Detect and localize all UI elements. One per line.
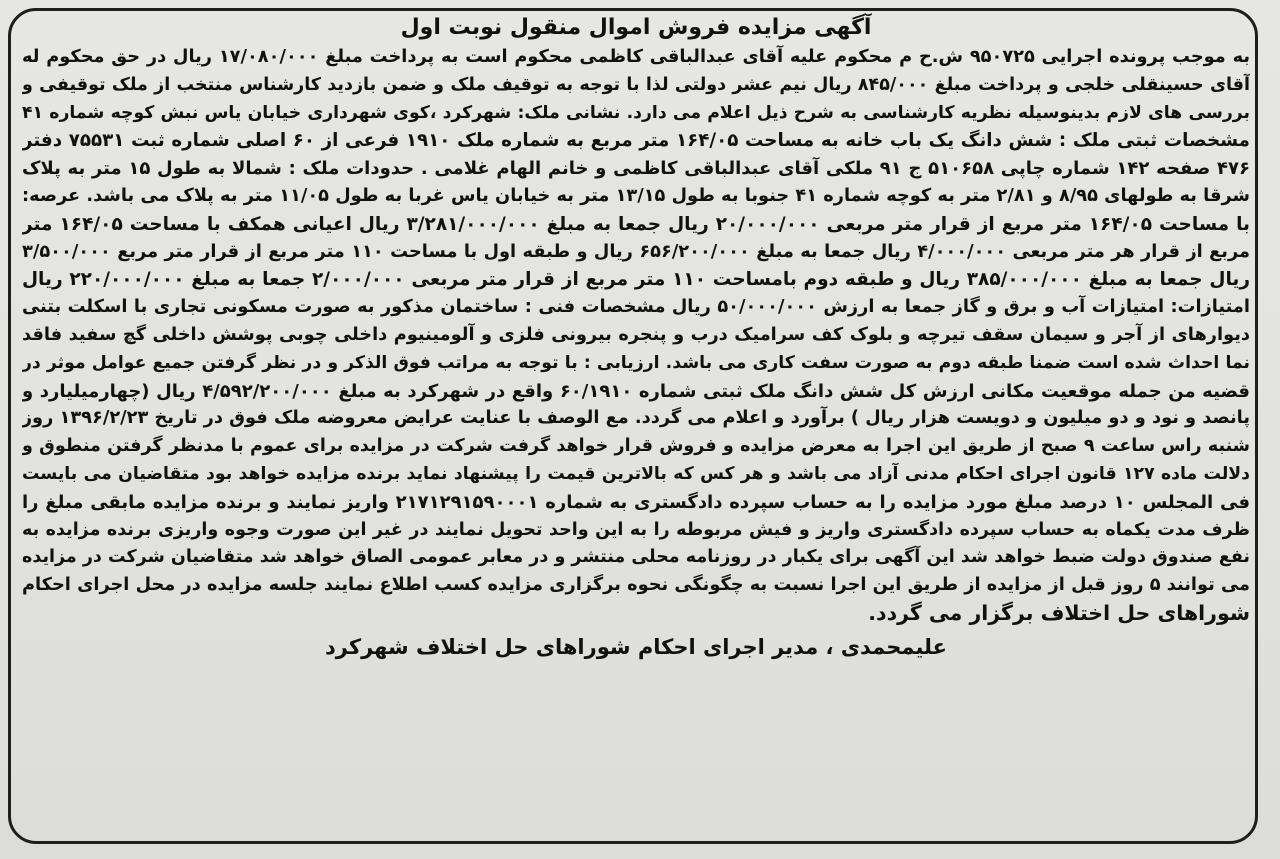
notice-line: امتیازات: امتیازات آب و برق و گاز جمعا به ارزش ۵۰/۰۰۰/۰۰۰ ریال مشخصات فنی : ساختمان مذکور به صورت مسکونی تجاری با اسکلت بتنی [22,297,1250,318]
notice-line: قضیه من جمله موقعیت مکانی ارزش کل شش دانگ ملک ثبتی شماره ۶۰/۱۹۱۰ واقع در شهرکرد به مبلغ ۴/۵۹۲/۲۰۰/۰۰۰ ریال (چهارمیلیارد و [22,380,1250,402]
notice-line: بررسی های لازم بدینوسیله نظریه کارشناسی به شرح ذیل اعلام می دارد. نشانی ملک: شهرکرد ،کوی شهرداری خیابان یاس نبش کوچه شماره ۴۱ [22,102,1250,123]
notice-line: مشخصات ثبتی ملک : شش دانگ یک باب خانه به مساحت ۱۶۴/۰۵ متر مربع به شماره ملک ۱۹۱۰ فرعی از ۶۰ اصلی شماره ثبت ۷۵۵۳۱ دفتر [22,130,1250,152]
auction-notice [22,12,1250,666]
notice-line: نما احداث شده است ضمنا طبقه دوم به صورت سفت کاری می باشد. ارزیابی : با توجه به مراتب فوق الذکر و در نظر گرفتن جمیع عوامل موثر در [22,352,1250,373]
notice-line: می توانند ۵ روز قبل از مزایده از طریق این اجرا نسبت به چگونگی نحوه برگزاری مزایده کسب اطلاع نمایند جلسه مزایده در محل اجرای احکام [22,575,1250,596]
notice-line: نفع صندوق دولت ضبط خواهد شد این آگهی برای یکبار در روزنامه محلی منتشر و در معابر عمومی الصاق خواهد شد متقاضیان شرکت در مزایده [22,547,1250,568]
notice-line: آقای حسینقلی خلجی و پرداخت مبلغ ۸۴۵/۰۰۰ ریال نیم عشر دولتی لذا با توجه به توقیف ملک و ضمن بازدید کارشناس منتخب از ملک توقیفی و [22,74,1250,95]
notice-line: ظرف مدت یکماه به حساب سپرده دادگستری واریز و فیش مربوطه را به این واحد تحویل نمایند در غیر این صورت وجوه واریزی برنده مزایده به [22,519,1250,540]
notice-line: شنبه راس ساعت ۹ صبح از طریق این اجرا به معرض مزایده و فروش قرار خواهد گرفت شرکت در مزایده برای عموم با مدنظر گرفتن منطوق و [22,436,1250,457]
notice-line: با مساحت ۱۶۴/۰۵ متر مربع از قرار متر مربعی ۲۰/۰۰۰/۰۰۰ ریال جمعا به مبلغ ۳/۲۸۱/۰۰۰/۰۰۰ ریال اعیانی همکف با مساحت ۱۶۴/۰۵ متر [22,213,1250,235]
notice-line: پانصد و نود و دو میلیون و دویست هزار ریال ) برآورد و اعلام می گردد. مع الوصف با عنایت عرایض معروضه ملک فوق در تاریخ ۱۳۹۶/۲/۲۳ روز [22,408,1250,429]
notice-line: ۴۷۶ صفحه ۱۴۲ شماره چاپی ۵۱۰۶۵۸ ج ۹۱ ملکی آقای عبدالباقی کاظمی و خانم الهام غلامی . حدودات ملک : شمالا به طول ۱۵ متر به پلاک [22,158,1250,180]
notice-line: شرقا به طولهای ۸/۹۵ و ۲/۸۱ متر به کوچه شماره ۴۱ جنوبا به طول ۱۳/۱۵ متر به خیابان یاس غربا به طول ۱۱/۰۵ متر به پلاک می باشد. عرصه: [22,185,1250,206]
notice-line: ریال جمعا به مبلغ ۳۸۵/۰۰۰/۰۰۰ ریال و طبقه دوم بامساحت ۱۱۰ متر مربع از قرار متر مربعی ۲/۰۰۰/۰۰۰ جمعا به مبلغ ۲۲۰/۰۰۰/۰۰۰ ریال [22,269,1250,291]
notice-line: به موجب پرونده اجرایی ۹۵۰۷۲۵ ش.ح م محکوم علیه آقای عبدالباقی کاظمی محکوم است به پرداخت مبلغ ۱۷/۰۸۰/۰۰۰ ریال در حق محکوم له [22,47,1250,67]
notice-signature: علیمحمدی ، مدیر اجرای احکام شوراهای حل اختلاف شهرکرد [325,634,947,659]
notice-line: دیوارهای از آجر و سیمان سقف تیرچه و بلوک کف سرامیک درب و پنجره بیرونی فلزی و آلومینیوم داخلی چوبی پوشش داخلی گچ سفید فاقد [22,324,1250,345]
notice-title: آگهی مزایده فروش اموال منقول نوبت اول [400,15,872,40]
notice-line: دلالت ماده ۱۲۷ قانون اجرای احکام مدنی آزاد می باشد و هر کس که بالاترین قیمت را پیشنهاد نماید برنده مزایده خواهد بود متقاضیان می بایست [22,463,1250,484]
notice-line: مربع از قرار هر متر مربعی ۴/۰۰۰/۰۰۰ ریال جمعا به مبلغ ۶۵۶/۲۰۰/۰۰۰ ریال و طبقه اول با مساحت ۱۱۰ متر مربع از قرار متر مربع ۳/۵۰۰/۰۰۰ [22,241,1250,262]
notice-line: فی المجلس ۱۰ درصد مبلغ مورد مزایده را به حساب سپرده دادگستری به شماره ۲۱۷۱۲۹۱۵۹۰۰۰۱ واریز نمایند و برنده مزایده مابقی مبلغ را [22,491,1250,513]
notice-line: شوراهای حل اختلاف برگزار می گردد. [868,600,1250,625]
